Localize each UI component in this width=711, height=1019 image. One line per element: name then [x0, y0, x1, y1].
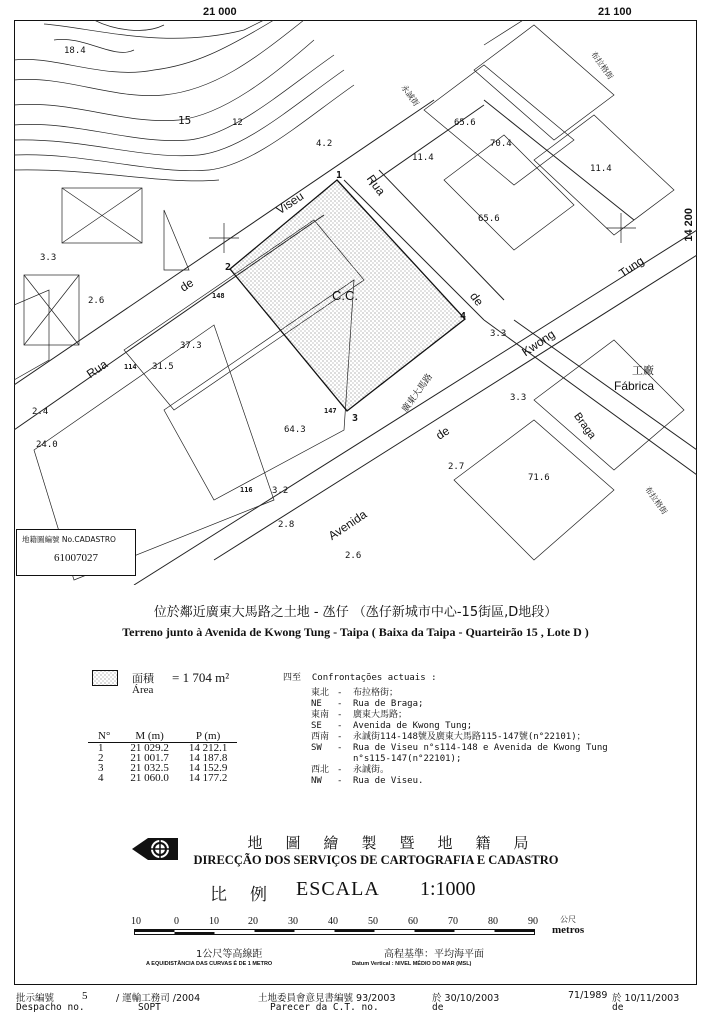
confrontacao-row	[311, 776, 608, 787]
elevation-65-6a: 65.6	[454, 118, 476, 128]
confrontacao-row	[311, 721, 608, 732]
contour-note-pt: A EQUIDISTÂNCIA DAS CURVAS É DE 1 METRO	[146, 961, 273, 967]
confrontacoes-block	[283, 670, 608, 787]
elevation-18-4: 18.4	[64, 46, 86, 56]
street-kwong: Kwong	[519, 326, 558, 360]
col-header-p: P (m)	[179, 730, 238, 743]
scale-unit-zh: 公尺	[560, 915, 576, 924]
elevation-2-6: 2.6	[88, 296, 105, 306]
cell: 14 177.2	[188, 772, 228, 784]
street-tung: Tung	[616, 253, 647, 281]
vertex-1: 1	[336, 170, 343, 181]
factory-zh: 工廠	[632, 364, 654, 377]
vertex-3: 3	[352, 413, 359, 424]
confrontacao-row	[311, 699, 608, 710]
sep: -	[337, 743, 343, 753]
text: 廣東大馬路；	[353, 710, 408, 720]
sep: -	[337, 721, 343, 731]
table-row	[88, 773, 237, 783]
tick-label: 10	[131, 916, 141, 927]
cell: 14 152.9	[188, 762, 228, 774]
cell: 21 001.7	[130, 752, 169, 764]
elevation-4-2: 4.2	[316, 139, 333, 149]
ref2-de: de	[612, 1002, 624, 1013]
elevation-24-0: 24.0	[36, 440, 58, 450]
cell: 14 212.1	[188, 742, 228, 754]
grid-label-14200: 14 200	[683, 208, 695, 242]
street-rua-de-a: de	[177, 275, 197, 295]
parecer-pt: Parecer da C.T. no.	[270, 1002, 379, 1013]
text: 永誠街114-148號及廣東大馬路115-147號(n°22101)；	[353, 732, 586, 742]
confrontacao-row	[311, 732, 608, 743]
elevation-11-4b: 11.4	[590, 164, 612, 174]
street-zh-bo-la-ge: 布拉格街	[588, 49, 616, 82]
elevation-3-2: 3.2	[272, 486, 289, 496]
street-rua-b: Rua	[363, 171, 389, 199]
scale-bar	[134, 929, 544, 937]
street-viseu: Viseu	[273, 188, 307, 218]
sep: -	[337, 710, 343, 720]
tick-label: 80	[488, 916, 498, 927]
street-de-b: de	[467, 289, 487, 309]
building-number-116: 116	[240, 486, 253, 494]
cell: 1	[98, 742, 104, 754]
confrontacao-row	[311, 710, 608, 721]
text: Rua de Viseu n°s114-148 e Avenida de Kwong Tung	[353, 743, 608, 753]
elevation-64-3: 64.3	[284, 425, 306, 435]
area-swatch	[92, 670, 118, 686]
confrontacao-row	[311, 754, 608, 765]
cell: 4	[98, 772, 104, 784]
elevation-2-7: 2.7	[448, 462, 465, 472]
parecer-de: de	[432, 1002, 444, 1013]
tick-label: 30	[288, 916, 298, 927]
dir: NW	[311, 776, 322, 786]
cell: 21 060.0	[130, 772, 169, 784]
elevation-3-3b: 3.3	[490, 329, 507, 339]
scale-label-pt: ESCALA	[296, 878, 380, 900]
elevation-70-4: 70.4	[490, 139, 512, 149]
confrontacoes-heading-pt: Confrontações actuais :	[311, 673, 437, 683]
elevation-31-5: 31.5	[152, 362, 174, 372]
street-rua-a: Rua	[83, 357, 111, 381]
tick-label: 40	[328, 916, 338, 927]
scale-bar-ticks	[131, 916, 551, 928]
sep: -	[337, 765, 343, 775]
dir: 東南	[311, 710, 330, 720]
dir: 西南	[311, 732, 330, 742]
ref2-number: 71/1989	[568, 990, 608, 1001]
street-avenida-de: de	[433, 423, 453, 443]
contour-label-12: 12	[232, 118, 243, 128]
confrontacao-row	[311, 688, 608, 699]
dir: SW	[311, 743, 322, 753]
elevation-2-6b: 2.6	[345, 551, 362, 561]
cell: 21 029.2	[130, 742, 169, 754]
building-number-147: 147	[324, 407, 337, 415]
street-zh-braga: 布拉格街	[642, 484, 670, 517]
datum-note-zh: 高程基準：平均海平面	[384, 949, 484, 960]
confrontacoes-heading-zh: 四至	[283, 673, 302, 683]
street-avenida: Avenida	[325, 507, 370, 543]
agency-logo-icon	[130, 832, 180, 866]
title-zh: 位於鄰近廣東大馬路之土地 - 氹仔 （氹仔新城市中心-15街區,D地段）	[153, 605, 558, 620]
contour-note-zh: 1公尺等高線距	[196, 949, 263, 960]
area-label-pt: Área	[132, 684, 154, 696]
title-pt: Terreno junto à Avenida de Kwong Tung - Taipa ( Baixa da Taipa - Quarteirão 15 , Lote D )	[122, 625, 589, 639]
cell: 14 187.8	[188, 752, 228, 764]
cell: 3	[98, 762, 104, 774]
dir: 東北	[311, 688, 330, 698]
building-number-114: 114	[124, 363, 137, 371]
street-braga: Braga	[571, 410, 599, 442]
cell: 2	[98, 752, 104, 764]
factory-pt: Fábrica	[614, 379, 655, 393]
dir: SE	[311, 721, 322, 731]
elevation-71-6: 71.6	[528, 473, 550, 483]
tick-label: 60	[408, 916, 418, 927]
area-label-zh: 面積	[132, 672, 154, 685]
sep: -	[337, 699, 343, 709]
sep: -	[337, 732, 343, 742]
sopt-pt: SOPT	[138, 1002, 161, 1013]
text: 布拉格街；	[353, 688, 399, 698]
contour-label-15: 15	[178, 114, 192, 127]
sep: -	[337, 776, 343, 786]
tick-label: 0	[174, 916, 179, 927]
confrontacao-row	[311, 765, 608, 776]
datum-note-pt: Datum Vertical : NIVEL MÉDIO DO MAR (MSL)	[352, 961, 472, 967]
elevation-65-6b: 65.6	[478, 214, 500, 224]
cadastro-label: 地籍圖編號 No.CADASTRO	[22, 535, 116, 544]
scale-unit-pt: metros	[552, 924, 585, 936]
tick-label: 10	[209, 916, 219, 927]
cadastro-box	[16, 529, 136, 576]
sopt-zh: / 運輸工務司 /2004	[116, 993, 201, 1004]
vertex-4: 4	[460, 311, 467, 322]
cell: 21 032.5	[130, 762, 169, 774]
tick-label: 90	[528, 916, 538, 927]
col-header-m: M (m)	[120, 730, 179, 743]
vertex-2: 2	[225, 262, 232, 273]
elevation-3-3c: 3.3	[510, 393, 527, 403]
sep: -	[337, 688, 343, 698]
text: Rua de Braga;	[353, 699, 424, 709]
dir: NE	[311, 699, 322, 709]
scale-value: 1:1000	[420, 878, 476, 900]
confrontacao-row	[311, 743, 608, 754]
elevation-11-4a: 11.4	[412, 153, 434, 163]
tick-label: 50	[368, 916, 378, 927]
tick-label: 20	[248, 916, 258, 927]
street-zh-wing-shing: 永誠街	[399, 83, 421, 108]
building-number-148: 148	[212, 292, 225, 300]
text: Rua de Viseu.	[353, 776, 424, 786]
col-header-no: N°	[88, 730, 120, 743]
scale-label-zh: 比 例	[210, 885, 270, 905]
area-value: = 1 704 m²	[172, 670, 230, 685]
grid-label-21000: 21 000	[203, 6, 237, 18]
grid-label-21100: 21 100	[598, 6, 632, 18]
ref2-date: 於 10/11/2003	[612, 993, 680, 1004]
despacho-zh: 批示編號	[16, 993, 55, 1004]
elevation-3-3: 3.3	[40, 253, 57, 263]
agency-name-pt: DIRECÇÃO DOS SERVIÇOS DE CARTOGRAFIA E CADASTRO	[193, 853, 559, 867]
agency-name-zh: 地 圖 繪 製 暨 地 籍 局	[247, 834, 533, 852]
parecer-date: 於 30/10/2003	[432, 993, 500, 1004]
text: Avenida de Kwong Tung;	[353, 721, 473, 731]
text: n°s115-147(n°22101);	[353, 754, 462, 764]
parcel-label: C.C.	[332, 288, 358, 303]
despacho-number: 5	[82, 990, 88, 1002]
despacho-pt: Despacho no.	[16, 1002, 85, 1013]
vertex-coordinates-table	[88, 730, 237, 783]
elevation-2-4: 2.4	[32, 407, 49, 417]
street-zh-kwong-tung: 廣東大馬路	[400, 372, 435, 415]
parecer-zh: 土地委員會意見書編號 93/2003	[258, 993, 396, 1004]
cadastro-number: 61007027	[54, 552, 98, 564]
dir: 西北	[311, 765, 330, 775]
elevation-2-8: 2.8	[278, 520, 295, 530]
text: 永誠街。	[353, 765, 390, 775]
tick-label: 70	[448, 916, 458, 927]
elevation-37-3: 37.3	[180, 341, 202, 351]
